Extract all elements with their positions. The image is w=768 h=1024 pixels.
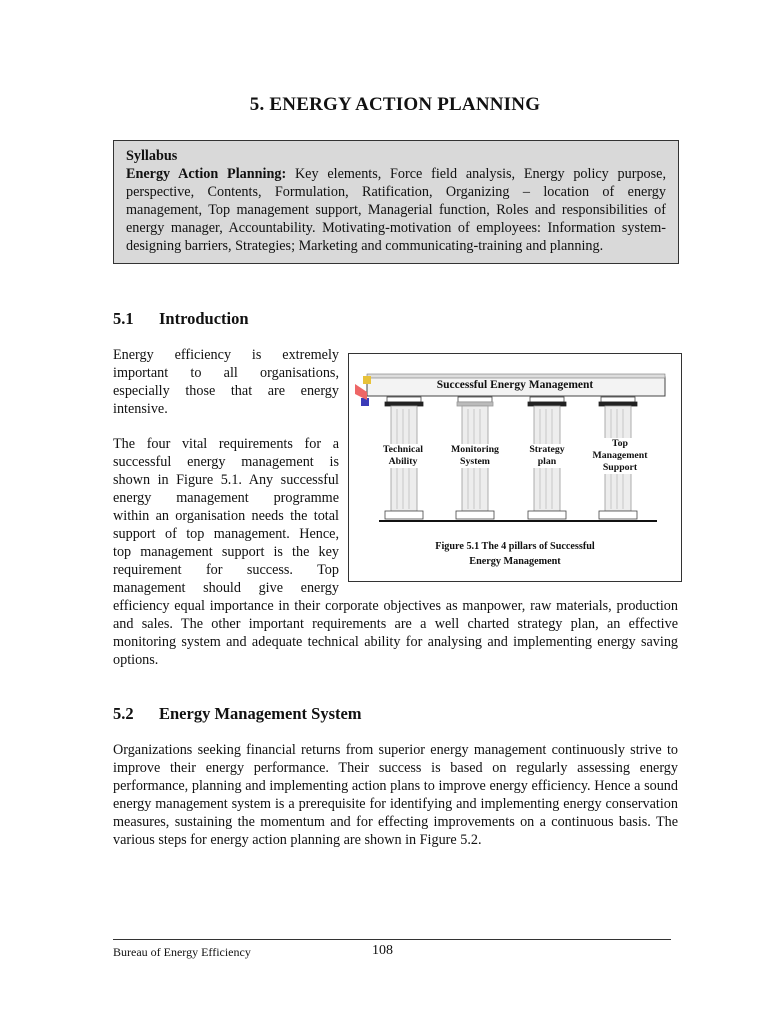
- section-title: Introduction: [159, 309, 249, 328]
- text-line: successful energy management is: [113, 454, 339, 470]
- text-line: shown in Figure 5.1. Any successful: [113, 472, 339, 488]
- page-number: 108: [372, 943, 393, 958]
- intro-paragraph-2-wrapped: [113, 435, 339, 597]
- ems-paragraph: Organizations seeking financial returns from superior energy management continuously strive to improve their energy performance. Their success is based on regularly assessing energy performance, planning and implementing action plans to improve energy efficiency. Hence a sound energy management system is a prerequisite for identifying and implementing energy conservation measures, sustaining the momentum and for effecting improvements on a continuous basis. The various steps for energy action planning are shown in Figure 5.2.: [113, 742, 678, 848]
- text-line: top management support is the key: [113, 544, 339, 560]
- footer-divider: [113, 939, 671, 940]
- syllabus-heading: Syllabus: [126, 148, 178, 164]
- figure-caption: Figure 5.1 The 4 pillars of Successful Energy Management: [435, 541, 595, 567]
- page-title: 5. ENERGY ACTION PLANNING: [249, 94, 541, 115]
- syllabus-body: Key elements, Force field analysis, Energy policy purpose, perspective, Contents, Formulation, Ratification, Organizing – location of energy management, Top management support, Managerial function, Roles and responsibilities of energy manager, Accountability. Motivating-motivation of employees: Information system-designing barriers, Strategies; Marketing and communicating-training and planning.: [126, 166, 666, 254]
- figure-pillars: [348, 353, 682, 582]
- section-number: 5.1: [113, 309, 134, 328]
- text-line: management should give energy: [113, 580, 339, 596]
- syllabus-lead: Energy Action Planning:: [126, 166, 287, 182]
- pillar-label-monitoring-system: Monitoring System: [443, 444, 507, 468]
- text-line: requirement for success. Top: [113, 562, 339, 578]
- text-line: energy management programme: [113, 490, 339, 506]
- syllabus-box: [113, 140, 679, 264]
- pillar-label-top-management-support: Top Management Support: [585, 438, 655, 474]
- syllabus-text: [126, 165, 666, 255]
- beam-label: Successful Energy Management: [436, 379, 594, 391]
- pillar-label-technical-ability: Technical Ability: [371, 444, 435, 468]
- text-line: support of top management. Hence,: [113, 526, 339, 542]
- section-title: Energy Management System: [159, 704, 362, 723]
- section-heading-introduction: [113, 309, 249, 329]
- section-number: 5.2: [113, 704, 134, 723]
- pillar-label-strategy-plan: Strategy plan: [521, 444, 573, 468]
- intro-paragraph-1: Energy efficiency is extremely important to all organisations, especially those that are energy intensive.: [113, 347, 339, 417]
- text-line: within an organisation needs the total: [113, 508, 339, 524]
- text-line: The four vital requirements for a: [113, 436, 339, 452]
- footer-publisher: Bureau of Energy Efficiency: [113, 945, 251, 959]
- section-heading-energy-management-system: [113, 704, 362, 724]
- intro-paragraph-2-continued: efficiency equal importance in their corporate objectives as manpower, raw materials, production and sales. The other important requirements are a well charted strategy plan, an effective monitoring system and adequate technical ability for analysing and implementing energy saving options.: [113, 598, 678, 668]
